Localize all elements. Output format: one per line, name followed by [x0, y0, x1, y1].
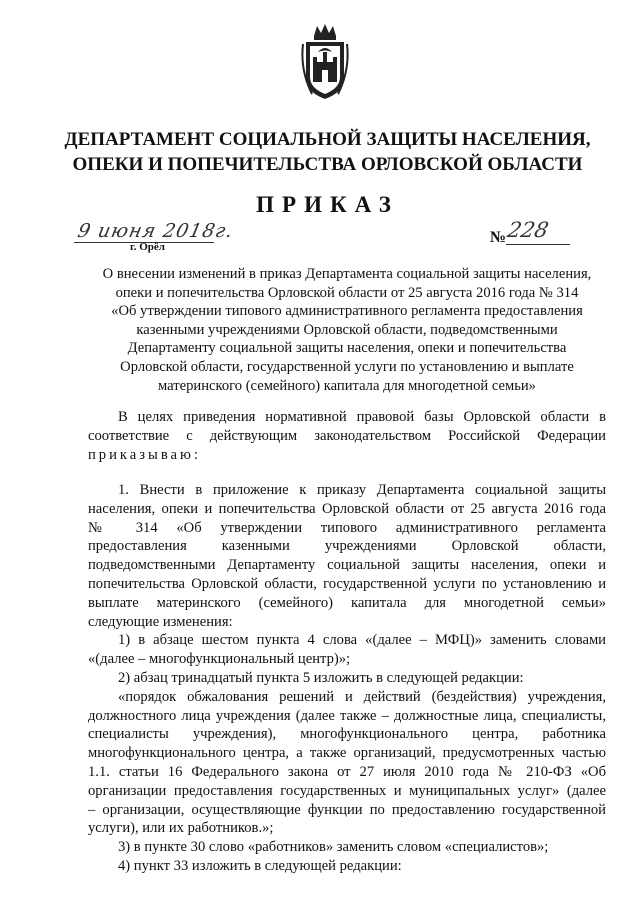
- preamble-line: соответствие с действующим законодательством Российской Федерации: [88, 427, 606, 444]
- body-line: 3) в пункте 30 слово «работников» заменить словом «специалистов»;: [118, 839, 549, 856]
- body-line: следующие изменения:: [88, 613, 233, 630]
- quote-line: должностного лица учреждения (далее также – должностные лица, специалисты,: [88, 707, 606, 724]
- document-type: ПРИКАЗ: [256, 192, 399, 217]
- body-line: выплате материнского (семейного) капитала для многодетной семьи»: [88, 594, 606, 611]
- department-name-line2: ОПЕКИ И ПОПЕЧИТЕЛЬСТВА ОРЛОВСКОЙ ОБЛАСТИ: [72, 154, 583, 175]
- body-line: «(далее – многофункциональный центр)»;: [88, 651, 351, 668]
- body-line: № 314 «Об утверждении типового административного регламента: [88, 519, 606, 536]
- quote-line: специалисты учреждения), многофункционального центра, работника: [88, 726, 606, 743]
- title-line: Департаменту социальной защиты населения, опеки и попечительства: [127, 340, 567, 357]
- city-label: г. Орёл: [130, 241, 165, 253]
- handwritten-date: 9 июня 2018г.: [75, 220, 236, 242]
- title-line: казенными учреждениями Орловской области, подведомственными: [136, 321, 558, 338]
- department-name-line1: ДЕПАРТАМЕНТ СОЦИАЛЬНОЙ ЗАЩИТЫ НАСЕЛЕНИЯ,: [64, 129, 591, 150]
- quote-line: организации предоставления государственных и муниципальных услуг» (далее: [88, 782, 606, 799]
- handwritten-number: 228: [505, 218, 551, 242]
- preamble-line: В целях приведения нормативной правовой базы Орловской области в: [118, 409, 606, 425]
- order-word: приказываю:: [88, 446, 201, 463]
- title-line: «Об утверждении типового административного регламента предоставления: [111, 303, 583, 320]
- document-title: [88, 265, 606, 395]
- body-line: 1) в абзаце шестом пункта 4 слова «(далее – МФЦ)» заменить словами: [118, 632, 606, 649]
- order-body: [88, 481, 606, 876]
- quote-line: «порядок обжалования решений и действий (бездействия) учреждения,: [118, 688, 606, 705]
- number-label: №: [490, 229, 507, 246]
- body-line: попечительства Орловской области, государственной услуги по установлению и: [88, 575, 606, 592]
- body-line: 4) пункт 33 изложить в следующей редакции:: [118, 857, 402, 874]
- title-line: опеки и попечительства Орловской области от 25 августа 2016 года № 314: [115, 284, 579, 301]
- body-line: подведомственными Департаменту социальной защиты населения, опеки и: [88, 557, 606, 574]
- title-line: материнского (семейного) капитала для многодетной семьи»: [158, 377, 536, 394]
- title-line: Орловской области, государственной услуги по установлению и выплате: [120, 358, 574, 375]
- quote-line: – организации, осуществляющие функции по предоставлению государственной: [88, 801, 606, 818]
- body-line: населения, опеки и попечительства Орловской области от 25 августа 2016 года: [88, 500, 606, 517]
- quote-line: многофункционального центра, а также организаций, предусмотренных частью: [88, 745, 606, 762]
- body-line: 2) абзац тринадцатый пункта 5 изложить в следующей редакции:: [118, 669, 524, 686]
- body-line: 1. Внести в приложение к приказу Департамента социальной защиты: [118, 482, 606, 498]
- body-line: предоставления казенными учреждениями Орловской области,: [88, 538, 606, 555]
- quote-line: 1.1. статьи 16 Федерального закона от 27 июля 2010 года № 210-ФЗ «Об: [88, 763, 606, 780]
- preamble: [88, 408, 606, 464]
- quote-line: услуги), или их работников.»;: [88, 820, 274, 837]
- coat-of-arms-icon: [300, 22, 350, 102]
- title-line: О внесении изменений в приказ Департамента социальной защиты населения,: [102, 266, 592, 282]
- number-underline: [506, 244, 570, 245]
